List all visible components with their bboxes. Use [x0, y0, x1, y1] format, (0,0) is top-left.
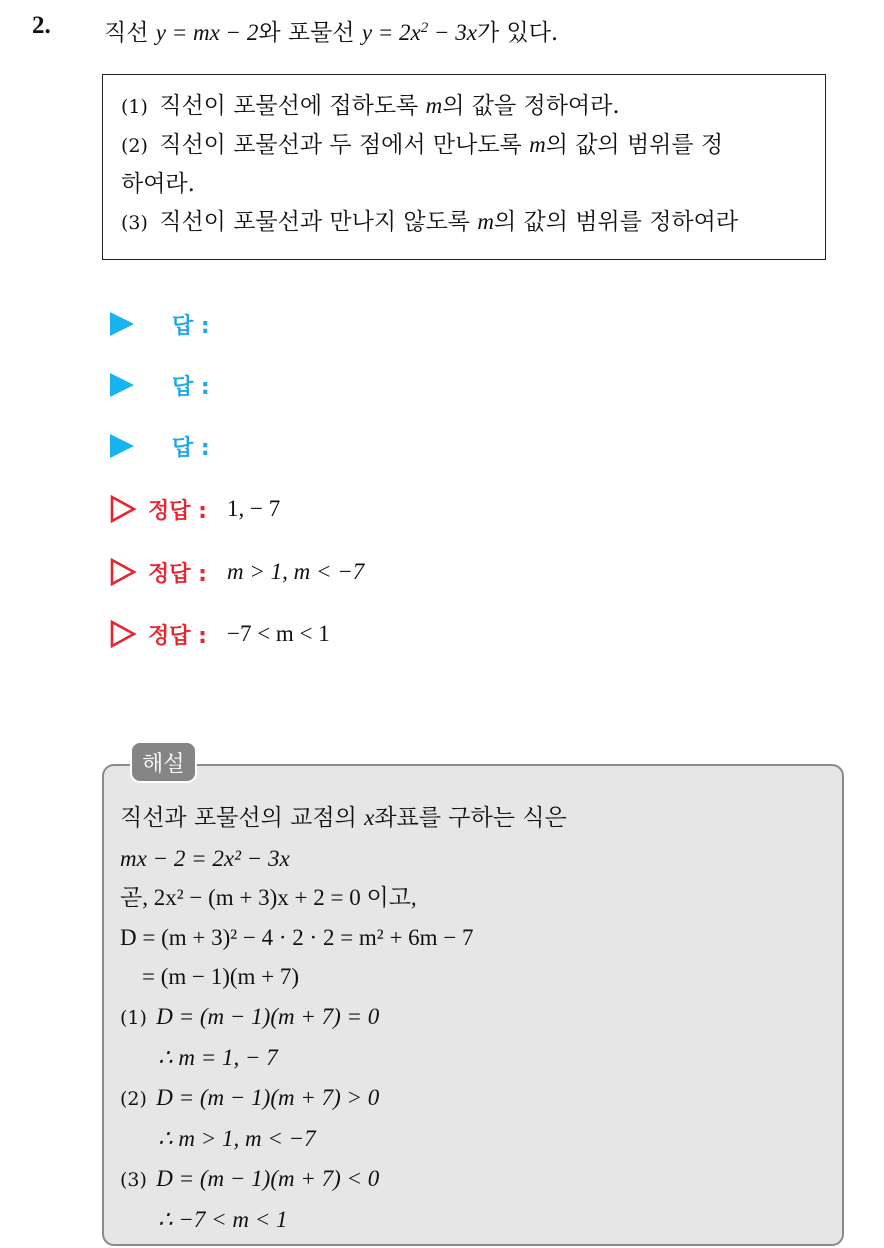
- answer-row-2[interactable]: [110, 365, 210, 405]
- explanation-eq: D = (m − 1)(m + 7) = 0: [156, 1003, 380, 1029]
- question-var: m: [529, 132, 546, 157]
- correct-label: 정답 :: [148, 561, 207, 587]
- explanation-tab: 해설: [130, 741, 197, 783]
- explanation-number: (3): [120, 1168, 147, 1191]
- question-text: 직선이 포물선과 만나지 않도록: [159, 209, 471, 235]
- explanation-line: 곧, 2x² − (m + 3)x + 2 = 0 이고,: [120, 885, 417, 910]
- explanation-line: [120, 1159, 567, 1201]
- parabola-exponent: 2: [420, 19, 429, 36]
- question-var: m: [425, 93, 443, 118]
- problem-text-suffix: 가 있다.: [476, 20, 559, 46]
- explanation-eq: D = (m − 1)(m + 7) < 0: [156, 1165, 380, 1191]
- problem-statement: [104, 14, 558, 47]
- explanation-var: x: [364, 805, 375, 830]
- explanation-content: [120, 798, 567, 1240]
- explanation-line: mx − 2 = 2x² − 3x: [120, 845, 290, 871]
- correct-marker-icon: [110, 620, 136, 648]
- question-number: (3): [121, 212, 148, 234]
- answer-marker-icon: [110, 373, 134, 397]
- answer-marker-icon: [110, 312, 134, 336]
- correct-value: −7 < m < 1: [226, 621, 330, 646]
- correct-marker-icon: [110, 495, 136, 523]
- explanation-number: (1): [120, 1006, 147, 1029]
- question-text: 직선이 포물선에 접하도록: [159, 93, 419, 119]
- parabola-eq-b: − 3x: [428, 20, 477, 45]
- question-text: 의 값을 정하여라.: [442, 93, 620, 119]
- correct-value: 1, − 7: [226, 496, 281, 521]
- question-number: (2): [121, 135, 148, 157]
- answer-label: 답 :: [172, 435, 210, 461]
- question-2: [121, 126, 811, 165]
- parabola-equation: [362, 20, 477, 45]
- problem-number: 2.: [32, 12, 51, 39]
- correct-label: 정답 :: [148, 623, 207, 649]
- question-3: [121, 203, 811, 242]
- correct-marker-icon: [110, 558, 136, 586]
- explanation-number: (2): [120, 1087, 147, 1110]
- explanation-line: ∴ m > 1, m < −7: [158, 1126, 316, 1151]
- correct-label: 정답 :: [148, 498, 207, 524]
- problem-text-prefix: 직선: [104, 20, 149, 46]
- question-text: 의 값의 범위를 정: [545, 132, 724, 158]
- question-number: (1): [121, 96, 148, 118]
- explanation-line: ∴ m = 1, − 7: [158, 1045, 278, 1070]
- explanation-text: 직선과 포물선의 교점의: [120, 805, 357, 831]
- question-1: [121, 87, 811, 126]
- explanation-text: 좌표를 구하는 식은: [374, 805, 567, 831]
- answer-label: 답 :: [172, 374, 210, 400]
- question-text: 의 값의 범위를 정하여라: [493, 209, 739, 235]
- explanation-line: [120, 798, 567, 839]
- problem-text-mid: 와 포물선: [258, 20, 355, 46]
- answer-label: 답 :: [172, 313, 210, 339]
- question-var: m: [477, 209, 494, 234]
- explanation-eq: D = (m − 1)(m + 7) > 0: [156, 1084, 380, 1110]
- answer-row-3[interactable]: [110, 426, 210, 466]
- answer-marker-icon: [110, 434, 134, 458]
- correct-value: m > 1, m < −7: [226, 559, 365, 584]
- answer-row-1[interactable]: [110, 304, 210, 344]
- explanation-line: D = (m + 3)² − 4 · 2 · 2 = m² + 6m − 7: [120, 924, 474, 950]
- question-box: [102, 74, 826, 260]
- correct-answer-row-1: [110, 489, 280, 529]
- line-equation: y = mx − 2: [155, 20, 259, 45]
- explanation-line: ∴ −7 < m < 1: [158, 1207, 288, 1232]
- question-text: 하여라.: [121, 171, 195, 197]
- explanation-line: = (m − 1)(m + 7): [142, 964, 300, 989]
- explanation-line: [120, 997, 567, 1039]
- question-2-continued: [121, 165, 811, 203]
- correct-answer-row-2: [110, 552, 364, 592]
- explanation-line: [120, 1078, 567, 1120]
- parabola-eq-a: y = 2x: [361, 20, 421, 45]
- question-text: 직선이 포물선과 두 점에서 만나도록: [159, 132, 522, 158]
- correct-answer-row-3: [110, 614, 330, 654]
